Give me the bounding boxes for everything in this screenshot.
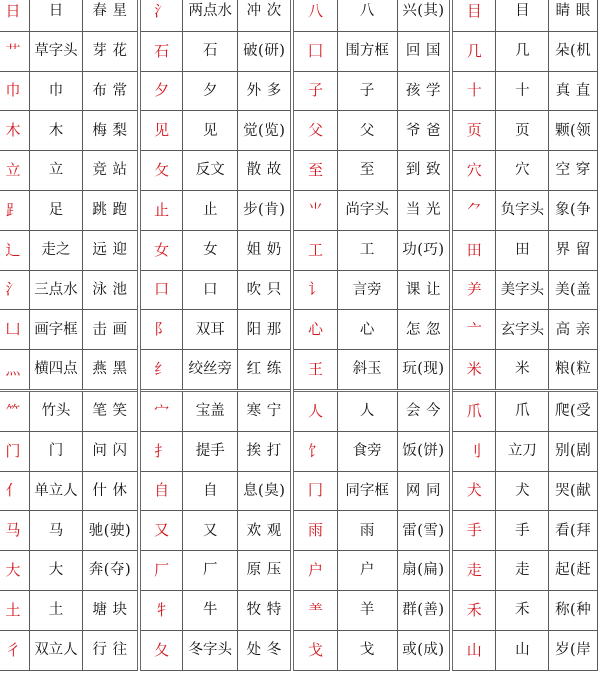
example-chars-cell: 雷(雪) <box>397 511 451 551</box>
radical-cell: 自 <box>139 471 183 511</box>
radical-name-cell: 横四点 <box>29 350 82 391</box>
example-chars-cell: 颗(领 <box>549 111 598 151</box>
example-chars-cell: 岁(岸 <box>549 630 598 670</box>
radical-cell: 戈 <box>292 630 337 670</box>
table-row <box>0 471 598 511</box>
radical-name-cell: 同字框 <box>337 471 397 511</box>
radical-name-cell: 负字头 <box>496 190 549 230</box>
table-row <box>0 31 598 71</box>
example-chars-cell: 看(拜 <box>549 511 598 551</box>
example-chars-cell: 美(盖 <box>549 270 598 310</box>
radical-cell: 工 <box>292 230 337 270</box>
example-chars-cell: 起(赶 <box>549 551 598 591</box>
example-chars-cell: 远 迎 <box>82 230 139 270</box>
radical-cell: 饣 <box>292 431 337 471</box>
example-chars-cell: 散 故 <box>238 151 293 191</box>
radical-name-cell: 夕 <box>183 71 238 111</box>
radical-name-cell: 羊 <box>337 590 397 630</box>
radical-cell: 马 <box>0 511 29 551</box>
example-chars-cell: 红 练 <box>238 350 293 391</box>
radical-name-cell: 围方框 <box>337 31 397 71</box>
example-chars-cell: 高 亲 <box>549 310 598 350</box>
radical-cell: 口 <box>139 270 183 310</box>
radical-name-cell: 十 <box>496 71 549 111</box>
example-chars-cell: 网 同 <box>397 471 451 511</box>
example-chars-cell: 饭(饼) <box>397 431 451 471</box>
radical-cell: ⺮ <box>0 390 29 431</box>
example-chars-cell: 到 致 <box>397 151 451 191</box>
radical-cell: 山 <box>451 630 496 670</box>
example-chars-cell: 群(善) <box>397 590 451 630</box>
radical-cell: 页 <box>451 111 496 151</box>
example-chars-cell: 别(剧 <box>549 431 598 471</box>
radical-name-cell: 大 <box>29 551 82 591</box>
example-chars-cell: 问 闪 <box>82 431 139 471</box>
table-row <box>0 230 598 270</box>
example-chars-cell: 燕 黑 <box>82 350 139 391</box>
radical-cell: 日 <box>0 0 29 31</box>
radical-cell: ⻊ <box>0 190 29 230</box>
radical-name-cell: 草字头 <box>29 31 82 71</box>
radical-name-cell: 口 <box>183 270 238 310</box>
radical-name-cell: 双耳 <box>183 310 238 350</box>
radical-cell: 氵 <box>139 0 183 31</box>
radical-name-cell: 尚字头 <box>337 190 397 230</box>
table-row <box>0 0 598 31</box>
radical-name-cell: 美字头 <box>496 270 549 310</box>
radical-name-cell: 提手 <box>183 431 238 471</box>
radical-cell: 厂 <box>139 551 183 591</box>
radical-name-cell: 田 <box>496 230 549 270</box>
example-chars-cell: 会 今 <box>397 390 451 431</box>
table-row <box>0 270 598 310</box>
radical-name-cell: 门 <box>29 431 82 471</box>
radical-name-cell: 走 <box>496 551 549 591</box>
radical-cell: 亠 <box>451 310 496 350</box>
example-chars-cell: 界 留 <box>549 230 598 270</box>
radical-name-cell: 又 <box>183 511 238 551</box>
radical-name-cell: 双立人 <box>29 630 82 670</box>
example-chars-cell: 空 穿 <box>549 151 598 191</box>
radical-name-cell: 子 <box>337 71 397 111</box>
radical-cell: 十 <box>451 71 496 111</box>
table-row <box>0 151 598 191</box>
example-chars-cell: 原 压 <box>238 551 293 591</box>
radical-name-cell: 女 <box>183 230 238 270</box>
example-chars-cell: 欢 观 <box>238 511 293 551</box>
radical-cell: 囗 <box>292 31 337 71</box>
radical-name-cell: 足 <box>29 190 82 230</box>
radical-name-cell: 立刀 <box>496 431 549 471</box>
radical-name-cell: 犬 <box>496 471 549 511</box>
example-chars-cell: 梅 梨 <box>82 111 139 151</box>
radical-name-cell: 玄字头 <box>496 310 549 350</box>
example-chars-cell: 什 休 <box>82 471 139 511</box>
radical-name-cell: 至 <box>337 151 397 191</box>
example-chars-cell: 行 往 <box>82 630 139 670</box>
example-chars-cell: 真 直 <box>549 71 598 111</box>
radical-cell: 凵 <box>0 310 29 350</box>
example-chars-cell: 塘 块 <box>82 590 139 630</box>
radical-cell: 讠 <box>292 270 337 310</box>
example-chars-cell: 跳 跑 <box>82 190 139 230</box>
radical-cell: 雨 <box>292 511 337 551</box>
example-chars-cell: 外 多 <box>238 71 293 111</box>
radical-cell: 冂 <box>292 471 337 511</box>
radical-name-cell: 穴 <box>496 151 549 191</box>
example-chars-cell: 竞 站 <box>82 151 139 191</box>
radical-name-cell: 巾 <box>29 71 82 111</box>
radical-name-cell: 几 <box>496 31 549 71</box>
example-chars-cell: 寒 宁 <box>238 390 293 431</box>
radical-cell: 石 <box>139 31 183 71</box>
radical-cell: 刂 <box>451 431 496 471</box>
example-chars-cell: 爷 爸 <box>397 111 451 151</box>
example-chars-cell: 奔(夺) <box>82 551 139 591</box>
radical-cell: 牜 <box>139 590 183 630</box>
example-chars-cell: 冲 次 <box>238 0 293 31</box>
example-chars-cell: 芽 花 <box>82 31 139 71</box>
example-chars-cell: 击 画 <box>82 310 139 350</box>
radical-cell: 户 <box>292 551 337 591</box>
example-chars-cell: 称(种 <box>549 590 598 630</box>
radical-name-cell: 八 <box>337 0 397 31</box>
radical-cell: 艹 <box>0 31 29 71</box>
radical-cell: 王 <box>292 350 337 391</box>
radical-name-cell: 单立人 <box>29 471 82 511</box>
radical-cell: 女 <box>139 230 183 270</box>
radical-name-cell: 立 <box>29 151 82 191</box>
table-row <box>0 111 598 151</box>
example-chars-cell: 哭(献 <box>549 471 598 511</box>
table-row <box>0 71 598 111</box>
radical-cell: 几 <box>451 31 496 71</box>
example-chars-cell: 扇(扁) <box>397 551 451 591</box>
example-chars-cell: 破(研) <box>238 31 293 71</box>
radical-name-cell: 宝盖 <box>183 390 238 431</box>
radical-name-cell: 两点水 <box>183 0 238 31</box>
radical-cell: 手 <box>451 511 496 551</box>
example-chars-cell: 姐 奶 <box>238 230 293 270</box>
radical-name-cell: 人 <box>337 390 397 431</box>
radical-name-cell: 页 <box>496 111 549 151</box>
example-chars-cell: 或(成) <box>397 630 451 670</box>
radical-name-cell: 言旁 <box>337 270 397 310</box>
radical-name-cell: 日 <box>29 0 82 31</box>
radical-cell: 父 <box>292 111 337 151</box>
table-row <box>0 431 598 471</box>
radical-cell: 氵 <box>0 270 29 310</box>
table-row <box>0 350 598 391</box>
radical-cell: 夕 <box>139 71 183 111</box>
example-chars-cell: 觉(览) <box>238 111 293 151</box>
radical-name-cell: 食旁 <box>337 431 397 471</box>
radical-name-cell: 绞丝旁 <box>183 350 238 391</box>
example-chars-cell: 布 常 <box>82 71 139 111</box>
radical-name-cell: 雨 <box>337 511 397 551</box>
radical-name-cell: 见 <box>183 111 238 151</box>
example-chars-cell: 功(巧) <box>397 230 451 270</box>
radical-name-cell: 心 <box>337 310 397 350</box>
radical-cell: 彳 <box>0 630 29 670</box>
radical-cell: 辶 <box>0 230 29 270</box>
radical-name-cell: 石 <box>183 31 238 71</box>
radical-cell: 人 <box>292 390 337 431</box>
radical-name-cell: 父 <box>337 111 397 151</box>
radical-cell: 扌 <box>139 431 183 471</box>
radical-cell: 夂 <box>139 630 183 670</box>
radical-name-cell: 禾 <box>496 590 549 630</box>
radical-cell: 阝 <box>139 310 183 350</box>
example-chars-cell: 当 光 <box>397 190 451 230</box>
example-chars-cell: 怎 忽 <box>397 310 451 350</box>
radical-cell: 犬 <box>451 471 496 511</box>
radical-cell: ⺷ <box>292 590 337 630</box>
table-row <box>0 551 598 591</box>
radical-cell: 禾 <box>451 590 496 630</box>
radical-cell: 巾 <box>0 71 29 111</box>
radical-name-cell: 画字框 <box>29 310 82 350</box>
radical-name-cell: 止 <box>183 190 238 230</box>
example-chars-cell: 泳 池 <box>82 270 139 310</box>
radical-cell: 至 <box>292 151 337 191</box>
radical-cell: 土 <box>0 590 29 630</box>
radical-name-cell: 米 <box>496 350 549 391</box>
radical-name-cell: 走之 <box>29 230 82 270</box>
radical-cell: 目 <box>451 0 496 31</box>
radical-cell: 八 <box>292 0 337 31</box>
example-chars-cell: 粮(粒 <box>549 350 598 391</box>
radical-cell: 灬 <box>0 350 29 391</box>
radical-cell: 攵 <box>139 151 183 191</box>
radical-name-cell: 工 <box>337 230 397 270</box>
example-chars-cell: 玩(现) <box>397 350 451 391</box>
example-chars-cell: 春 星 <box>82 0 139 31</box>
radical-name-cell: 斜玉 <box>337 350 397 391</box>
example-chars-cell: 息(臭) <box>238 471 293 511</box>
radical-cell: 穴 <box>451 151 496 191</box>
example-chars-cell: 象(争 <box>549 190 598 230</box>
radical-name-cell: 三点水 <box>29 270 82 310</box>
example-chars-cell: 处 冬 <box>238 630 293 670</box>
radical-cell: 大 <box>0 551 29 591</box>
radical-cell: 又 <box>139 511 183 551</box>
radical-name-cell: 山 <box>496 630 549 670</box>
radical-cell: 见 <box>139 111 183 151</box>
example-chars-cell: 课 让 <box>397 270 451 310</box>
example-chars-cell: 睛 眼 <box>549 0 598 31</box>
radical-name-cell: 反文 <box>183 151 238 191</box>
table-row <box>0 590 598 630</box>
example-chars-cell: 朵(机 <box>549 31 598 71</box>
example-chars-cell: 兴(其) <box>397 0 451 31</box>
radical-cell: 亻 <box>0 471 29 511</box>
radical-cell: 子 <box>292 71 337 111</box>
example-chars-cell: 吹 只 <box>238 270 293 310</box>
radical-name-cell: 厂 <box>183 551 238 591</box>
radical-name-cell: 马 <box>29 511 82 551</box>
radical-name-cell: 竹头 <box>29 390 82 431</box>
radical-cell: 止 <box>139 190 183 230</box>
radical-cell: 田 <box>451 230 496 270</box>
radical-cell: 木 <box>0 111 29 151</box>
radical-name-cell: 土 <box>29 590 82 630</box>
example-chars-cell: 爬(受 <box>549 390 598 431</box>
example-chars-cell: 驰(驶) <box>82 511 139 551</box>
example-chars-cell: 孩 学 <box>397 71 451 111</box>
example-chars-cell: 回 国 <box>397 31 451 71</box>
radical-name-cell: 爪 <box>496 390 549 431</box>
radical-cell: 米 <box>451 350 496 391</box>
radical-name-cell: 戈 <box>337 630 397 670</box>
radical-name-cell: 自 <box>183 471 238 511</box>
example-chars-cell: 挨 打 <box>238 431 293 471</box>
table-row <box>0 390 598 431</box>
table-row <box>0 630 598 670</box>
radical-cell: 走 <box>451 551 496 591</box>
radical-cell: ⺶ <box>451 270 496 310</box>
radical-cell: 爪 <box>451 390 496 431</box>
example-chars-cell: 笔 笑 <box>82 390 139 431</box>
radical-name-cell: 目 <box>496 0 549 31</box>
example-chars-cell: 阳 那 <box>238 310 293 350</box>
radical-cell: ⺌ <box>292 190 337 230</box>
radical-name-cell: 冬字头 <box>183 630 238 670</box>
table-row <box>0 190 598 230</box>
radical-cell: 心 <box>292 310 337 350</box>
radical-cell: ⺈ <box>451 190 496 230</box>
radical-name-cell: 牛 <box>183 590 238 630</box>
example-chars-cell: 牧 特 <box>238 590 293 630</box>
radical-name-cell: 户 <box>337 551 397 591</box>
example-chars-cell: 步(肯) <box>238 190 293 230</box>
radical-cell: 宀 <box>139 390 183 431</box>
radical-cell: 纟 <box>139 350 183 391</box>
radical-name-cell: 木 <box>29 111 82 151</box>
radical-cell: 门 <box>0 431 29 471</box>
table-row <box>0 511 598 551</box>
radical-name-cell: 手 <box>496 511 549 551</box>
table-row <box>0 310 598 350</box>
radical-cell: 立 <box>0 151 29 191</box>
